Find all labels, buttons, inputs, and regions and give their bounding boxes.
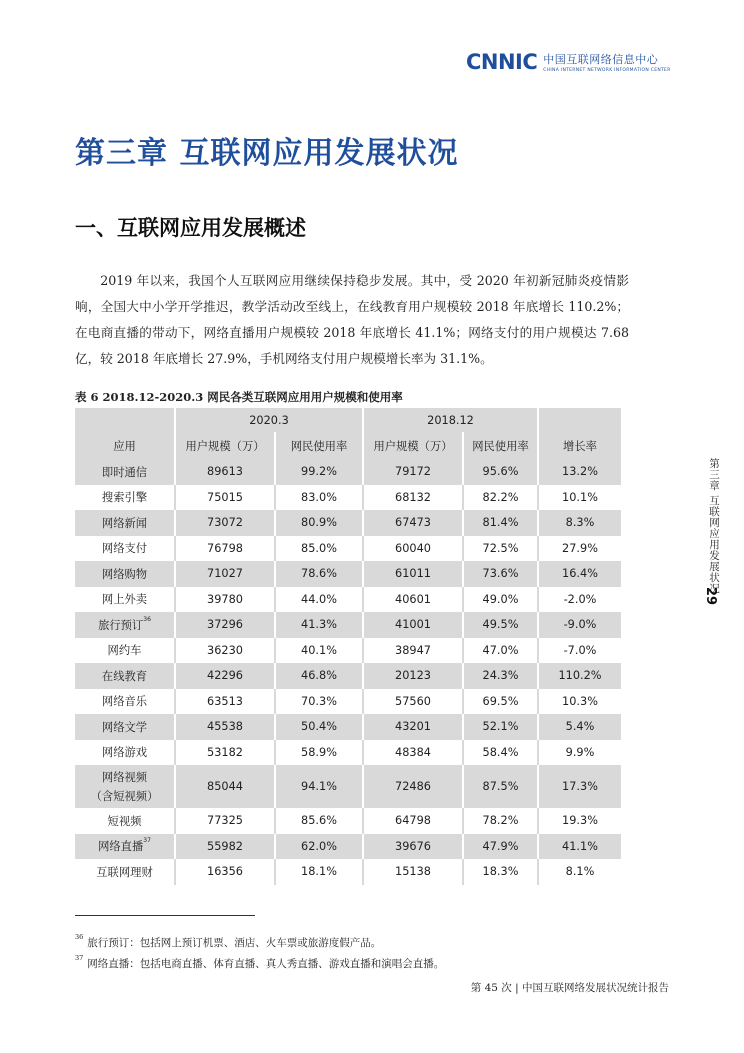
cnnic-logo — [466, 50, 671, 74]
cell-users-2020: 77325 — [175, 808, 275, 834]
table-row — [75, 587, 621, 613]
side-page-number: 29 — [703, 587, 718, 606]
cell-app: 网络购物 — [75, 561, 175, 587]
cell-rate-2020: 40.1% — [275, 638, 363, 664]
cell-growth: 16.4% — [538, 561, 621, 587]
table-row — [75, 459, 621, 485]
table-row — [75, 808, 621, 834]
cell-rate-2018: 49.0% — [463, 587, 538, 613]
cell-app: 网络文学 — [75, 714, 175, 740]
cell-users-2020: 73072 — [175, 510, 275, 536]
cell-rate-2020: 78.6% — [275, 561, 363, 587]
cell-users-2018: 38947 — [363, 638, 463, 664]
period-2020-3: 2020.3 — [175, 408, 363, 432]
cell-rate-2020: 44.0% — [275, 587, 363, 613]
table-row — [75, 689, 621, 715]
cell-rate-2020: 70.3% — [275, 689, 363, 715]
table-row — [75, 561, 621, 587]
cell-rate-2018: 52.1% — [463, 714, 538, 740]
header-blank — [75, 408, 175, 432]
cell-app: 网约车 — [75, 638, 175, 664]
logo-cn: 中国互联网络信息中心 — [543, 53, 659, 66]
col-rate-2020: 网民使用率 — [275, 432, 363, 459]
cell-users-2020: 42296 — [175, 663, 275, 689]
cell-rate-2020: 80.9% — [275, 510, 363, 536]
cell-users-2020: 89613 — [175, 459, 275, 485]
cell-users-2020: 16356 — [175, 859, 275, 885]
cell-growth: 27.9% — [538, 536, 621, 562]
cell-app: 网络游戏 — [75, 740, 175, 766]
section-title: 一、互联网应用发展概述 — [75, 216, 306, 240]
table-row — [75, 663, 621, 689]
cell-users-2020: 71027 — [175, 561, 275, 587]
footnote-ref: 36 — [143, 615, 151, 623]
cell-app: 即时通信 — [75, 459, 175, 485]
col-rate-2018: 网民使用率 — [463, 432, 538, 459]
col-app: 应用 — [75, 432, 175, 459]
cell-growth: 19.3% — [538, 808, 621, 834]
cell-growth: 13.2% — [538, 459, 621, 485]
footnote-37: $^{37}$ 网络直播：包括电商直播、体育直播、真人秀直播、游戏直播和演唱会直播。 — [75, 954, 445, 970]
cell-rate-2020: 99.2% — [275, 459, 363, 485]
cell-rate-2020: 83.0% — [275, 485, 363, 511]
cell-growth: -7.0% — [538, 638, 621, 664]
cell-growth: 9.9% — [538, 740, 621, 766]
cell-users-2018: 79172 — [363, 459, 463, 485]
cell-rate-2018: 73.6% — [463, 561, 538, 587]
logo-en: CHINA INTERNET NETWORK INFORMATION CENTER — [543, 68, 671, 73]
cell-app: 网上外卖 — [75, 587, 175, 613]
cell-rate-2018: 47.0% — [463, 638, 538, 664]
footnote-ref: 37 — [143, 837, 151, 845]
cell-users-2018: 15138 — [363, 859, 463, 885]
cell-users-2018: 67473 — [363, 510, 463, 536]
cell-rate-2020: 85.6% — [275, 808, 363, 834]
cell-users-2020: 53182 — [175, 740, 275, 766]
cell-growth: 10.1% — [538, 485, 621, 511]
cell-app: 网络新闻 — [75, 510, 175, 536]
page-footer: 第 45 次 | 中国互联网络发展状况统计报告 — [470, 982, 669, 994]
cell-rate-2020: 46.8% — [275, 663, 363, 689]
cell-rate-2018: 81.4% — [463, 510, 538, 536]
app-usage-table — [75, 408, 621, 885]
table-row — [75, 612, 621, 638]
cell-growth: 110.2% — [538, 663, 621, 689]
table-column-header — [75, 432, 621, 459]
logo-mark: CNNIC — [466, 50, 538, 74]
cell-users-2018: 64798 — [363, 808, 463, 834]
cell-app: 旅行预订$^{36}$ — [75, 612, 175, 638]
cell-users-2020: 85044 — [175, 765, 275, 808]
cell-app: 网络音乐 — [75, 689, 175, 715]
cell-rate-2018: 82.2% — [463, 485, 538, 511]
table-row — [75, 740, 621, 766]
cell-app: 搜索引擎 — [75, 485, 175, 511]
cell-users-2018: 41001 — [363, 612, 463, 638]
cell-growth: -2.0% — [538, 587, 621, 613]
cell-users-2018: 40601 — [363, 587, 463, 613]
table-row — [75, 638, 621, 664]
cell-growth: 10.3% — [538, 689, 621, 715]
table-period-header — [75, 408, 621, 432]
col-users-2020: 用户规模（万） — [175, 432, 275, 459]
cell-users-2020: 45538 — [175, 714, 275, 740]
cell-users-2018: 68132 — [363, 485, 463, 511]
table-row — [75, 485, 621, 511]
cell-users-2018: 48384 — [363, 740, 463, 766]
cell-rate-2020: 94.1% — [275, 765, 363, 808]
cell-growth: 17.3% — [538, 765, 621, 808]
cell-rate-2020: 41.3% — [275, 612, 363, 638]
cell-users-2018: 43201 — [363, 714, 463, 740]
table-row — [75, 859, 621, 885]
cell-growth: -9.0% — [538, 612, 621, 638]
cell-growth: 41.1% — [538, 834, 621, 860]
table-row — [75, 510, 621, 536]
body-paragraph: 2019 年以来，我国个人互联网应用继续保持稳步发展。其中，受 2020 年初新冠肺炎疫情影响，全国大中小学开学推迟，教学活动改至线上，在线教育用户规模较 2018 年底增长 110.2%；在电商直播的带动下，网络直播用户规模较 2018 年底增长 41.1%；网络支付的用户规模达 7.68 亿，较 2018 年底增长 27.9%，手机网络支付用户规模增长率为 31.1%。 — [75, 273, 629, 366]
cell-users-2020: 75015 — [175, 485, 275, 511]
cell-rate-2020: 85.0% — [275, 536, 363, 562]
cell-rate-2018: 49.5% — [463, 612, 538, 638]
cell-rate-2018: 69.5% — [463, 689, 538, 715]
cell-rate-2018: 58.4% — [463, 740, 538, 766]
cell-rate-2020: 58.9% — [275, 740, 363, 766]
cell-rate-2020: 18.1% — [275, 859, 363, 885]
side-chapter-label: 第三章 互联网应用发展状况 — [708, 458, 720, 594]
cell-rate-2018: 47.9% — [463, 834, 538, 860]
cell-app: 互联网理财 — [75, 859, 175, 885]
cell-users-2018: 61011 — [363, 561, 463, 587]
cell-app: 网络直播$^{37}$ — [75, 834, 175, 860]
cell-users-2018: 39676 — [363, 834, 463, 860]
cell-users-2020: 37296 — [175, 612, 275, 638]
cell-users-2018: 60040 — [363, 536, 463, 562]
cell-rate-2020: 50.4% — [275, 714, 363, 740]
cell-users-2020: 39780 — [175, 587, 275, 613]
period-2018-12: 2018.12 — [363, 408, 538, 432]
table-body — [75, 459, 621, 885]
table-row — [75, 834, 621, 860]
cell-rate-2018: 95.6% — [463, 459, 538, 485]
cell-rate-2020: 62.0% — [275, 834, 363, 860]
cell-rate-2018: 72.5% — [463, 536, 538, 562]
cell-rate-2018: 87.5% — [463, 765, 538, 808]
cell-users-2020: 36230 — [175, 638, 275, 664]
cell-growth: 8.1% — [538, 859, 621, 885]
cell-rate-2018: 78.2% — [463, 808, 538, 834]
cell-users-2020: 55982 — [175, 834, 275, 860]
cell-users-2018: 57560 — [363, 689, 463, 715]
cell-users-2018: 20123 — [363, 663, 463, 689]
chapter-title: 第三章 互联网应用发展状况 — [75, 136, 459, 171]
cell-growth: 5.4% — [538, 714, 621, 740]
cell-growth: 8.3% — [538, 510, 621, 536]
cell-rate-2018: 18.3% — [463, 859, 538, 885]
cell-app: 网络支付 — [75, 536, 175, 562]
cell-rate-2018: 24.3% — [463, 663, 538, 689]
header-blank-right — [538, 408, 621, 432]
table-caption: 表 6 2018.12-2020.3 网民各类互联网应用用户规模和使用率 — [75, 390, 403, 404]
table-row — [75, 714, 621, 740]
col-growth: 增长率 — [538, 432, 621, 459]
cell-users-2020: 76798 — [175, 536, 275, 562]
cell-app: 网络视频 （含短视频） — [75, 765, 175, 808]
logo-text — [543, 51, 670, 73]
footnote-36: $^{36}$ 旅行预订：包括网上预订机票、酒店、火车票或旅游度假产品。 — [75, 933, 382, 949]
cell-app: 短视频 — [75, 808, 175, 834]
cell-users-2018: 72486 — [363, 765, 463, 808]
cell-app: 在线教育 — [75, 663, 175, 689]
table-row — [75, 765, 621, 808]
cell-users-2020: 63513 — [175, 689, 275, 715]
table-row — [75, 536, 621, 562]
col-users-2018: 用户规模（万） — [363, 432, 463, 459]
footnote-divider — [75, 915, 255, 916]
